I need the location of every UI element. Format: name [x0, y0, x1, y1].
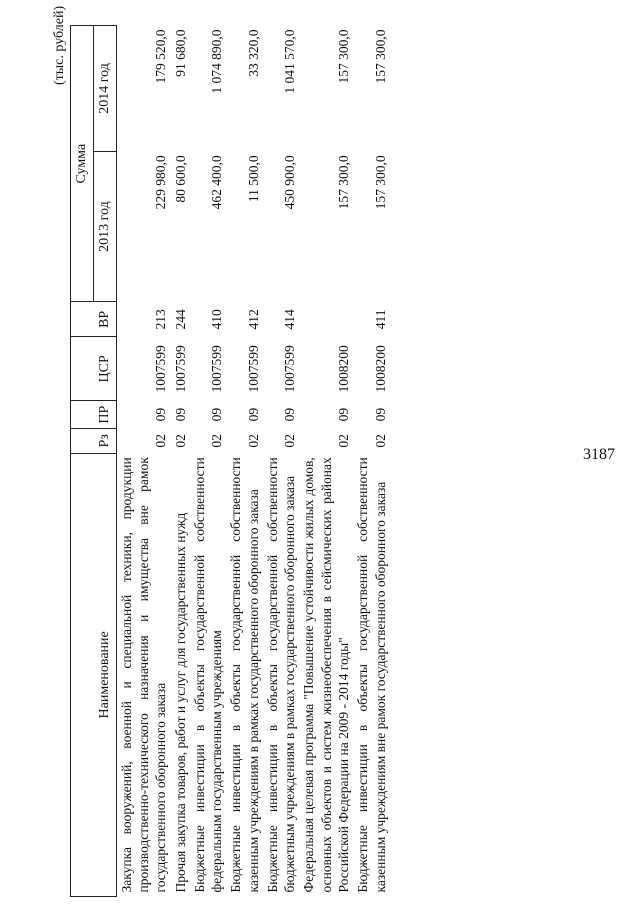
row-sum-2014: 157 300,0 [372, 29, 388, 84]
table-row [190, 26, 227, 897]
table-header [71, 26, 117, 897]
row-rz: 02 [172, 434, 188, 448]
row-name: Прочая закупка товаров, работ и услуг для государственных нужд [172, 512, 188, 893]
row-sum-2013: 157 300,0 [336, 155, 351, 210]
page-number: 3187 [583, 446, 615, 463]
row-pr: 09 [336, 407, 351, 422]
row-rz: 02 [245, 434, 261, 448]
header-2014: 2014 год [93, 26, 116, 152]
header-name: Наименование [71, 453, 117, 896]
row-name: Бюджетные инвестиции в объекты государственной собственности бюджетным учреждениям в рамках государственного оборонного заказа [264, 457, 298, 893]
row-name: Бюджетные инвестиции в объекты государственной собственности казенным учреждениям в рамках государственного оборонного заказа [228, 457, 261, 893]
row-vr: 412 [245, 309, 261, 330]
row-csr: 1007599 [153, 345, 169, 393]
row-name: Федеральная целевая программа "Повышение устойчивости жилых домов, основных объектов и систем жизнеобеспечения в сейсмических районах Российской Федерации на 2009 - 2014 годы" [301, 457, 351, 893]
header-pr: ПР [71, 401, 117, 429]
row-rz: 02 [282, 434, 298, 448]
header-rz: Рз [71, 429, 117, 454]
row-sum-2013: 229 980,0 [153, 155, 169, 210]
budget-table [70, 25, 390, 897]
row-csr: 1007599 [282, 345, 298, 393]
row-rz: 02 [372, 434, 388, 448]
row-csr: 1007599 [245, 345, 261, 393]
row-pr: 09 [245, 407, 261, 422]
row-sum-2014: 91 680,0 [172, 29, 188, 77]
row-pr: 09 [172, 407, 188, 422]
header-2013: 2013 год [93, 151, 116, 302]
row-rz: 02 [153, 434, 169, 448]
row-sum-2013: 11 500,0 [245, 155, 261, 203]
header-sum: Сумма [71, 26, 94, 302]
table-row [226, 26, 263, 897]
table-row [263, 26, 300, 897]
row-sum-2013: 450 900,0 [282, 155, 298, 210]
row-csr: 1008200 [372, 345, 388, 393]
row-pr: 09 [153, 407, 169, 422]
row-name: Закупка вооружений, военной и специальной техники, продукции производственно-технического назначения и имущества вне рамок государственного оборонного заказа [118, 457, 169, 893]
row-name: Бюджетные инвестиции в объекты государственной собственности федеральным государственным учреждениям [191, 457, 225, 893]
row-vr: 213 [153, 309, 169, 330]
row-sum-2014: 1 041 570,0 [282, 29, 298, 94]
row-vr: 414 [282, 309, 298, 330]
table-row [171, 26, 190, 897]
row-csr: 1008200 [336, 345, 351, 393]
row-sum-2013: 80 600,0 [172, 155, 188, 203]
row-sum-2014: 1 074 890,0 [209, 29, 225, 94]
table-body [116, 26, 389, 897]
row-vr: 411 [372, 309, 388, 330]
row-csr: 1007599 [209, 345, 225, 393]
table-row [353, 26, 390, 897]
row-sum-2014: 33 320,0 [245, 29, 261, 77]
unit-note: (тыс. рублей) [52, 5, 67, 85]
row-sum-2014: 179 520,0 [153, 29, 169, 84]
table-row [299, 26, 353, 897]
row-pr: 09 [209, 407, 225, 422]
row-vr: 410 [209, 309, 225, 330]
row-pr: 09 [282, 407, 298, 422]
table-row [116, 26, 170, 897]
header-vr: ВР [71, 302, 117, 337]
row-csr: 1007599 [172, 345, 188, 393]
row-sum-2014: 157 300,0 [336, 29, 351, 84]
row-vr [299, 302, 353, 337]
row-pr: 09 [372, 407, 388, 422]
row-name: Бюджетные инвестиции в объекты государственной собственности казенным учреждениям вне рамок государственного оборонного заказа [355, 457, 388, 893]
row-vr: 244 [172, 309, 188, 330]
header-csr: ЦСР [71, 337, 117, 401]
row-rz: 02 [336, 434, 351, 448]
row-sum-2013: 462 400,0 [209, 155, 225, 210]
row-rz: 02 [209, 434, 225, 448]
row-sum-2013: 157 300,0 [372, 155, 388, 210]
